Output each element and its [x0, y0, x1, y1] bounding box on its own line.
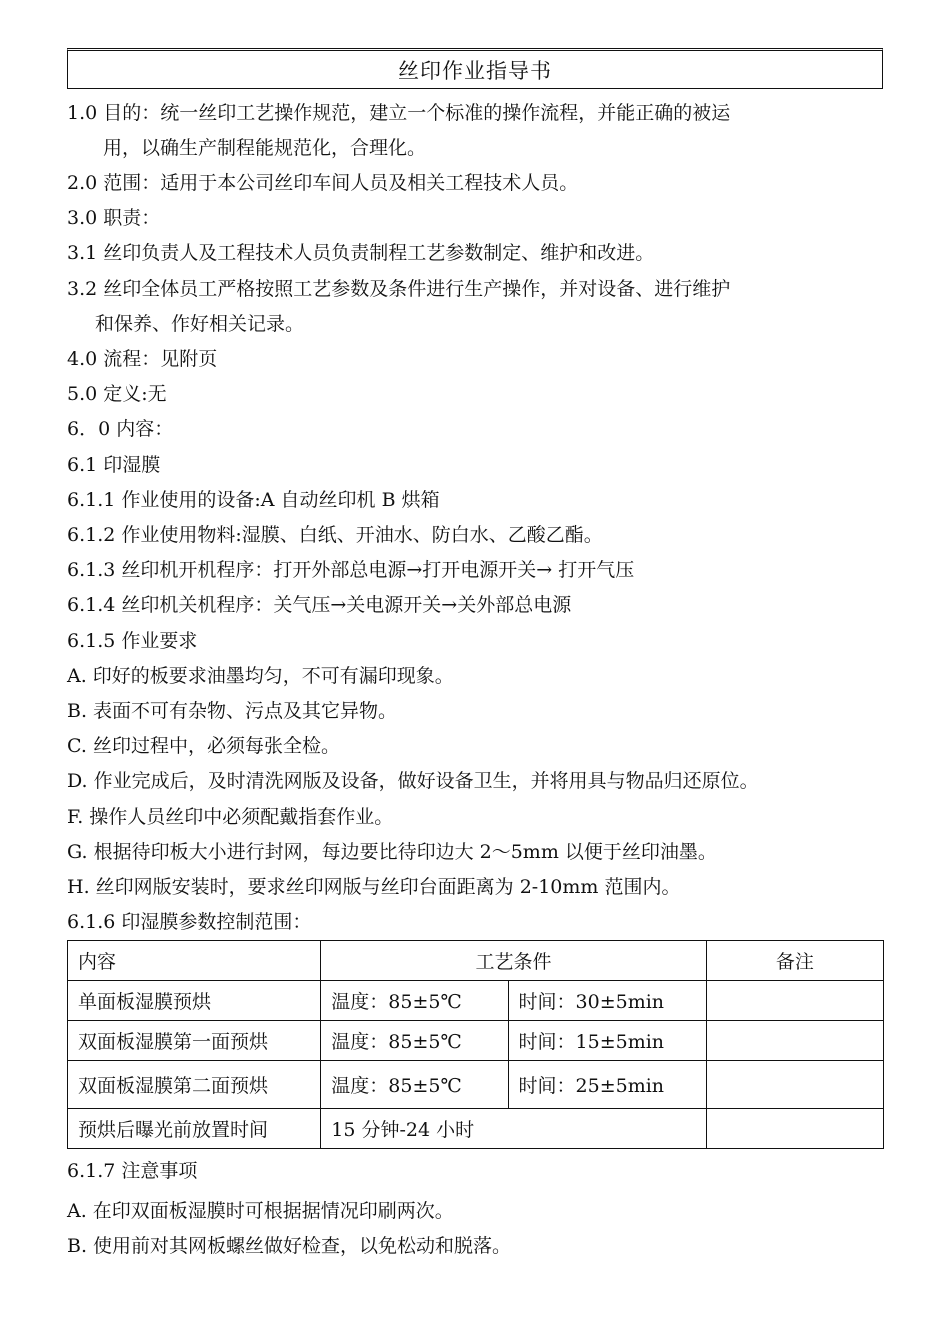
- title-box: [67, 48, 883, 89]
- table-row: [68, 1061, 884, 1109]
- content-heading: 6．0 内容：: [67, 418, 174, 440]
- table-header-cell: 备注: [706, 941, 883, 981]
- table-cell: 温度：85±5℃: [321, 1061, 508, 1109]
- purpose-line-2: 用，以确生产制程能规范化，合理化。: [103, 137, 427, 159]
- section-6-1-6: 6.1.6 印湿膜参数控制范围：: [67, 911, 312, 933]
- duty-heading: 3.0 职责：: [67, 207, 161, 229]
- parameter-table: [67, 940, 884, 1149]
- note-b: B. 使用前对其网板螺丝做好检查，以免松动和脱落。: [67, 1235, 512, 1257]
- table-header-cell: 工艺条件: [321, 941, 706, 981]
- table-header-cell: 内容: [68, 941, 321, 981]
- duty-3-2-line-1: 3.2 丝印全体员工严格按照工艺参数及条件进行生产操作，并对设备、进行维护: [67, 278, 731, 300]
- table-row: [68, 1109, 884, 1149]
- note-a: A. 在印双面板湿膜时可根据据情况印刷两次。: [67, 1200, 454, 1222]
- table-cell: 预烘后曝光前放置时间: [68, 1109, 321, 1149]
- requirement-d: D. 作业完成后，及时清洗网版及设备，做好设备卫生，并将用具与物品归还原位。: [67, 770, 759, 792]
- table-cell: 时间：15±5min: [508, 1021, 706, 1061]
- process-line: 4.0 流程：见附页: [67, 348, 218, 370]
- table-row: [68, 981, 884, 1021]
- requirement-f: F. 操作人员丝印中必须配戴指套作业。: [67, 806, 394, 828]
- table-cell: 单面板湿膜预烘: [68, 981, 321, 1021]
- scope-line: 2.0 范围：适用于本公司丝印车间人员及相关工程技术人员。: [67, 172, 579, 194]
- section-6-1-3: 6.1.3 丝印机开机程序：打开外部总电源→打开电源开关→ 打开气压: [67, 559, 635, 581]
- requirement-g: G. 根据待印板大小进行封网，每边要比待印边大 2～5mm 以便于丝印油墨。: [67, 841, 717, 863]
- table-cell: [706, 1061, 883, 1109]
- table-cell: 温度：85±5℃: [321, 1021, 508, 1061]
- section-6-1: 6.1 印湿膜: [67, 454, 161, 476]
- duty-3-1: 3.1 丝印负责人及工程技术人员负责制程工艺参数制定、维护和改进。: [67, 242, 655, 264]
- document-title: 丝印作业指导书: [398, 59, 552, 83]
- section-6-1-5: 6.1.5 作业要求: [67, 630, 198, 652]
- table-cell: 时间：25±5min: [508, 1061, 706, 1109]
- table-row: [68, 1021, 884, 1061]
- table-cell: 15 分钟-24 小时: [321, 1109, 706, 1149]
- section-6-1-1: 6.1.1 作业使用的设备:A 自动丝印机 B 烘箱: [67, 489, 440, 511]
- requirement-b: B. 表面不可有杂物、污点及其它异物。: [67, 700, 398, 722]
- section-6-1-4: 6.1.4 丝印机关机程序：关气压→关电源开关→关外部总电源: [67, 594, 572, 616]
- table-cell: 温度：85±5℃: [321, 981, 508, 1021]
- section-6-1-7: 6.1.7 注意事项: [67, 1160, 198, 1182]
- table-cell: 双面板湿膜第二面预烘: [68, 1061, 321, 1109]
- table-cell: [706, 981, 883, 1021]
- purpose-line-1: 1.0 目的：统一丝印工艺操作规范，建立一个标准的操作流程，并能正确的被运: [67, 102, 731, 124]
- requirement-a: A. 印好的板要求油墨均匀，不可有漏印现象。: [67, 665, 454, 687]
- table-header-row: [68, 941, 884, 981]
- table-cell: [706, 1021, 883, 1061]
- table-cell: 时间：30±5min: [508, 981, 706, 1021]
- duty-3-2-line-2: 和保养、作好相关记录。: [95, 313, 305, 335]
- section-6-1-2: 6.1.2 作业使用物料:湿膜、白纸、开油水、防白水、乙酸乙酯。: [67, 524, 603, 546]
- requirement-h: H. 丝印网版安装时，要求丝印网版与丝印台面距离为 2-10mm 范围内。: [67, 876, 681, 898]
- requirement-c: C. 丝印过程中，必须每张全检。: [67, 735, 340, 757]
- table-cell: [706, 1109, 883, 1149]
- table-cell: 双面板湿膜第一面预烘: [68, 1021, 321, 1061]
- definition-line: 5.0 定义:无: [67, 383, 167, 405]
